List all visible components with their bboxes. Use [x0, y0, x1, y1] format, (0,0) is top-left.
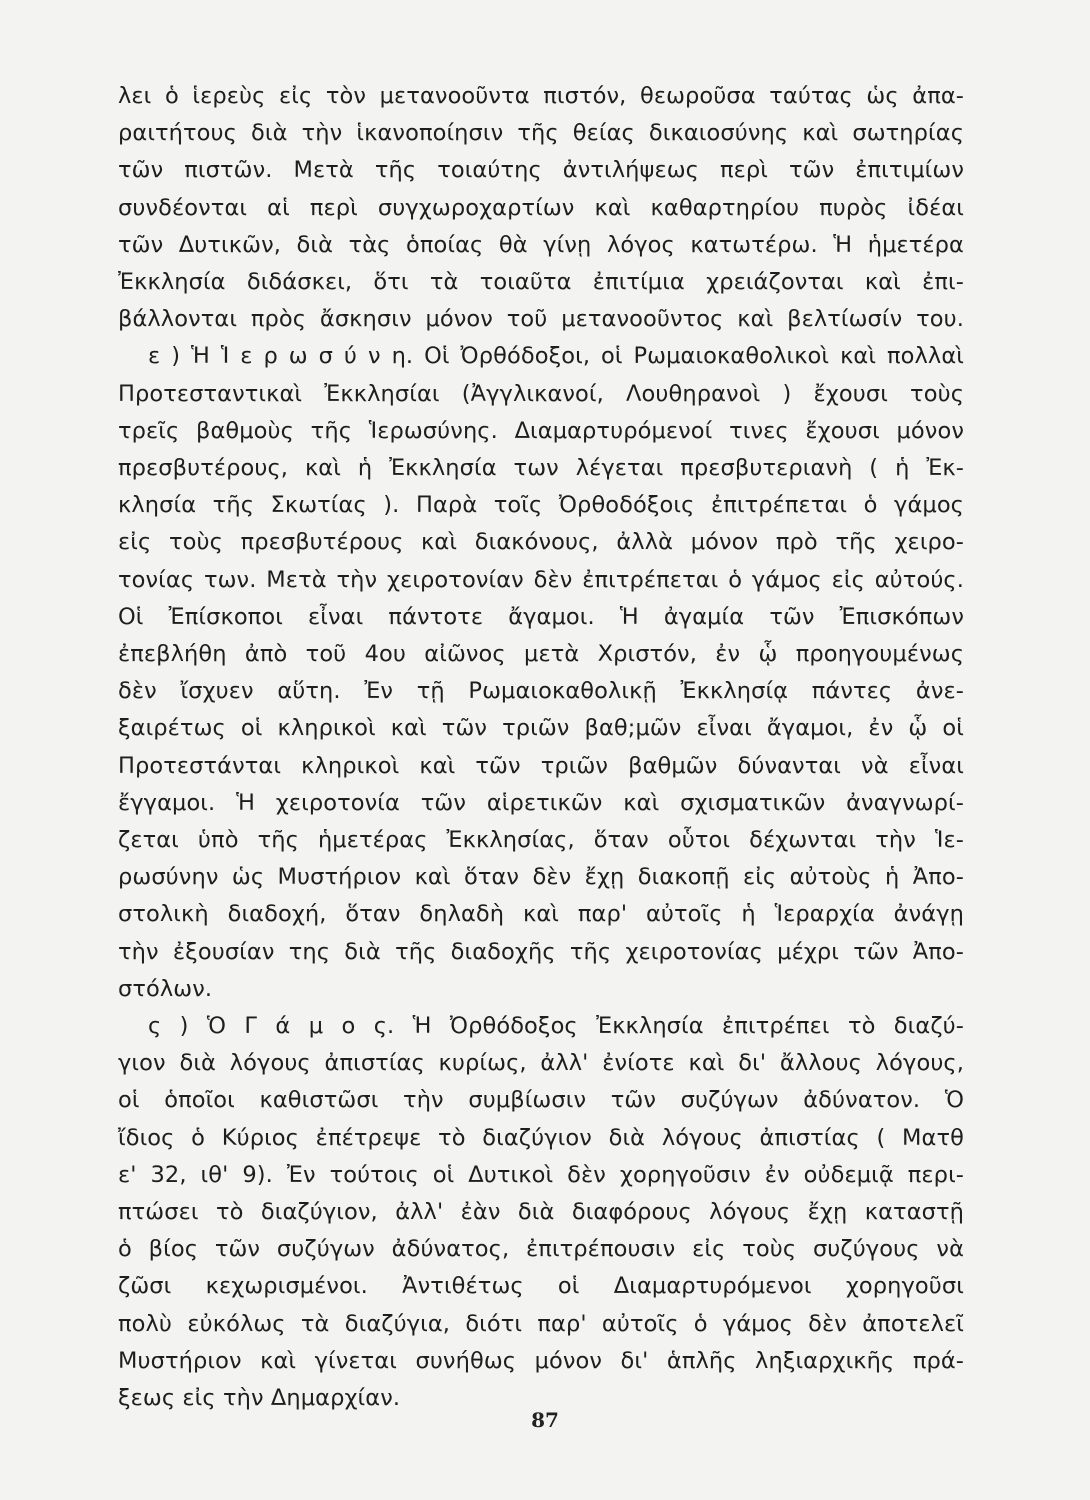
- text-line: τὴν ἐξουσίαν της διὰ τῆς διαδοχῆς τῆς χειροτονίας μέχρι τῶν Ἀπο-: [118, 938, 964, 965]
- text-line: ἔγγαμοι. Ἡ χειροτονία τῶν αἱρετικῶν καὶ σχισματικῶν ἀναγνωρί-: [118, 789, 964, 816]
- text-line: στόλων.: [118, 975, 213, 1002]
- text-line: Μυστήριον καὶ γίνεται συνήθως μόνον δι' ἁπλῆς ληξιαρχικῆς πρά-: [118, 1347, 964, 1374]
- text-line: λει ὁ ἱερεὺς εἰς τὸν μετανοοῦντα πιστόν, θεωροῦσα ταύτας ὡς ἀπα-: [118, 83, 964, 109]
- section-heading-line: ς ) Ὁ Γ ά μ ο ς. Ἡ Ὀρθόδοξος Ἐκκλησία ἐπιτρέπει τὸ διαζύ-: [148, 1013, 964, 1039]
- text-line: τῶν Δυτικῶν, διὰ τὰς ὁποίας θὰ γίνῃ λόγος κατωτέρω. Ἡ ἡμετέρα: [118, 231, 964, 258]
- text-line: γιον διὰ λόγους ἀπιστίας κυρίως, ἀλλ' ἐνίοτε καὶ δι' ἄλλους λόγους,: [118, 1050, 964, 1077]
- text-line: τονίας των. Μετὰ τὴν χειροτονίαν δὲν ἐπιτρέπεται ὁ γάμος εἰς αὐτούς.: [118, 566, 964, 593]
- page-number: 87: [531, 1408, 559, 1432]
- text-line: εἰς τοὺς πρεσβυτέρους καὶ διακόνους, ἀλλὰ μόνον πρὸ τῆς χειρο-: [118, 529, 964, 556]
- text-line: βάλλονται πρὸς ἄσκησιν μόνον τοῦ μετανοοῦντος καὶ βελτίωσίν του.: [118, 306, 964, 333]
- text-line: ἐπεβλήθη ἀπὸ τοῦ 4ου αἰῶνος μετὰ Χριστόν, ἐν ᾧ προηγουμένως: [118, 641, 964, 667]
- text-line: Ἐκκλησία διδάσκει, ὅτι τὰ τοιαῦτα ἐπιτίμια χρειάζονται καὶ ἐπι-: [118, 269, 964, 295]
- text-line: ξεως εἰς τὴν Δημαρχίαν.: [118, 1385, 401, 1411]
- text-line: ὁ βίος τῶν συζύγων ἀδύνατος, ἐπιτρέπουσιν εἰς τοὺς συζύγους νὰ: [118, 1236, 964, 1263]
- text-line: ζεται ὑπὸ τῆς ἡμετέρας Ἐκκλησίας, ὅταν οὗτοι δέχωνται τὴν Ἱε-: [118, 827, 964, 853]
- text-line: πολὺ εὐκόλως τὰ διαζύγια, διότι παρ' αὐτοῖς ὁ γάμος δὲν ἀποτελεῖ: [118, 1310, 964, 1337]
- text-line: Προτεσταντικαὶ Ἐκκλησίαι (Ἀγγλικανοί, Λουθηρανοὶ ) ἔχουσι τοὺς: [118, 380, 964, 407]
- text-line: δὲν ἴσχυεν αὕτη. Ἐν τῇ Ρωμαιοκαθολικῇ Ἐκκλησίᾳ πάντες ἀνε-: [118, 678, 964, 705]
- text-line: ξαιρέτως οἱ κληρικοὶ καὶ τῶν τριῶν βαθ;μῶν εἶναι ἄγαμοι, ἐν ᾧ οἱ: [118, 715, 964, 742]
- text-line: ρωσύνην ὡς Μυστήριον καὶ ὅταν δὲν ἔχῃ διακοπῇ εἰς αὐτοὺς ἡ Ἀπο-: [118, 864, 964, 891]
- text-line: κλησία τῆς Σκωτίας ). Παρὰ τοῖς Ὀρθοδόξοις ἐπιτρέπεται ὁ γάμος: [118, 492, 964, 519]
- text-line: πρεσβυτέρους, καὶ ἡ Ἐκκλησία των λέγεται πρεσβυτεριανὴ ( ἡ Ἐκ-: [118, 455, 964, 481]
- text-line: οἱ ὁποῖοι καθιστῶσι τὴν συμβίωσιν τῶν συζύγων ἀδύνατον. Ὁ: [118, 1087, 964, 1114]
- text-line: πτώσει τὸ διαζύγιον, ἀλλ' ἐὰν διὰ διαφόρους λόγους ἔχῃ καταστῇ: [118, 1199, 964, 1225]
- text-line: Οἱ Ἐπίσκοποι εἶναι πάντοτε ἄγαμοι. Ἡ ἀγαμία τῶν Ἐπισκόπων: [118, 603, 964, 630]
- text-line: στολικὴ διαδοχή, ὅταν δηλαδὴ καὶ παρ' αὐτοῖς ἡ Ἱεραρχία ἀνάγῃ: [118, 901, 964, 928]
- text-line: τῶν πιστῶν. Μετὰ τῆς τοιαύτης ἀντιλήψεως περὶ τῶν ἐπιτιμίων: [118, 157, 964, 184]
- text-line: ε' 32, ιθ' 9). Ἐν τούτοις οἱ Δυτικοὶ δὲν χορηγοῦσιν ἐν οὐδεμιᾷ περι-: [118, 1161, 964, 1188]
- text-line: συνδέονται αἱ περὶ συγχωροχαρτίων καὶ καθαρτηρίου πυρὸς ἰδέαι: [118, 194, 964, 221]
- text-line: ἴδιος ὁ Κύριος ἐπέτρεψε τὸ διαζύγιον διὰ λόγους ἀπιστίας ( Ματθ: [118, 1124, 964, 1151]
- text-line: ραιτήτους διὰ τὴν ἱκανοποίησιν τῆς θείας δικαιοσύνης καὶ σωτηρίας: [118, 120, 964, 147]
- section-heading-line: ε ) Ἡ Ἱ ε ρ ω σ ύ ν η. Οἱ Ὀρθόδοξοι, οἱ Ρωμαιοκαθολικοὶ καὶ πολλαὶ: [148, 343, 964, 370]
- text-line: ζῶσι κεχωρισμένοι. Ἀντιθέτως οἱ Διαμαρτυρόμενοι χορηγοῦσι: [118, 1273, 964, 1300]
- text-line: τρεῖς βαθμοὺς τῆς Ἱερωσύνης. Διαμαρτυρόμενοί τινες ἔχουσι μόνον: [118, 417, 964, 444]
- text-line: Προτεστάνται κληρικοὶ καὶ τῶν τριῶν βαθμῶν δύνανται νὰ εἶναι: [118, 752, 964, 779]
